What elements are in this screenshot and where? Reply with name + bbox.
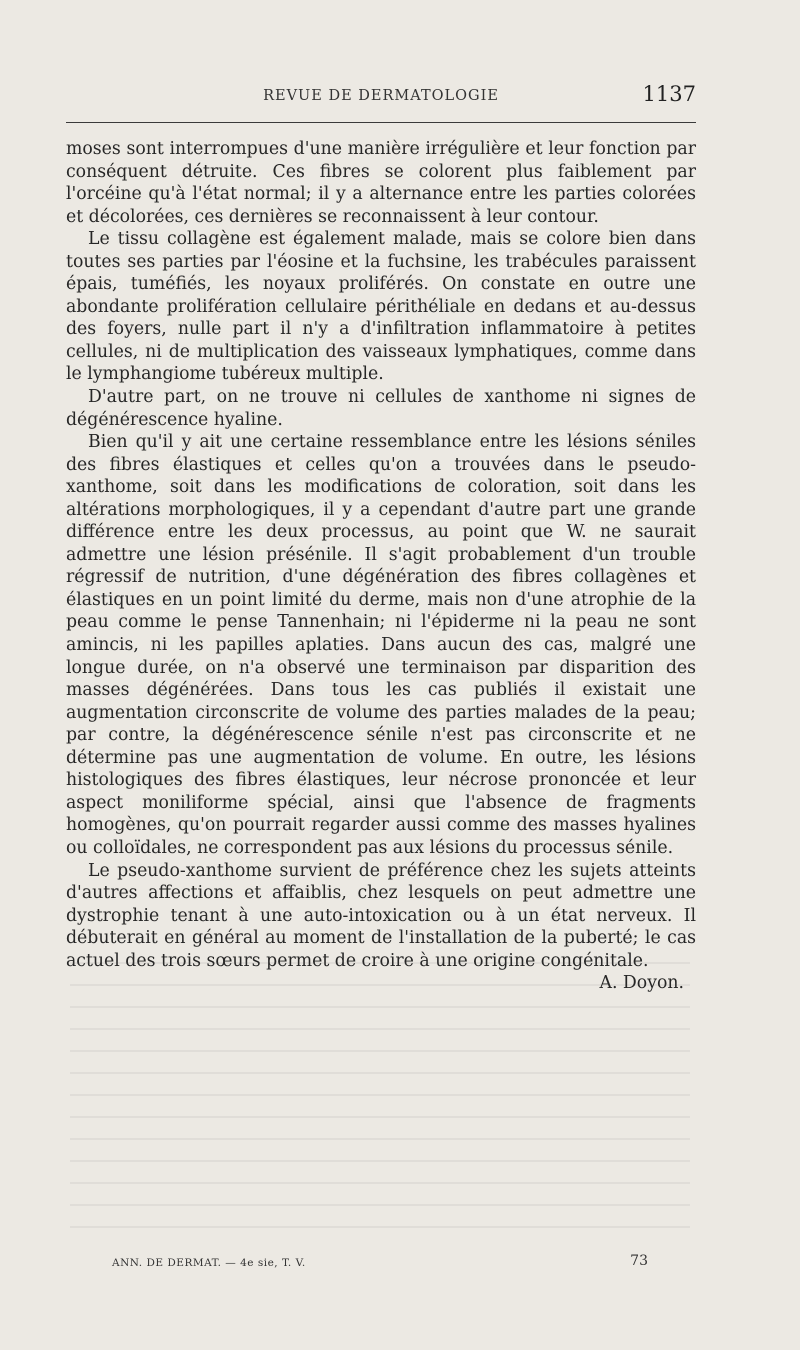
page-number: 1137 <box>642 82 696 106</box>
running-header <box>66 82 696 112</box>
article-body <box>66 138 696 995</box>
bleed-through-texture <box>70 950 690 1230</box>
signature-number: 73 <box>630 1253 648 1269</box>
header-rule <box>66 122 696 123</box>
paragraph: Bien qu'il y ait une certaine ressemblance entre les lésions séniles des fibres élastiques et celles qu'on a trouvées dans le pseudo-xanthome, soit dans les modifications de coloration, soit dans les altérations morphologiques, il y a cependant d'autre part une grande différence entre les deux processus, au point que W. ne saurait admettre une lésion présénile. Il s'agit probablement d'un trouble régressif de nutrition, d'une dégénération des fibres collagènes et élastiques en un point limité du derme, mais non d'une atrophie de la peau comme le pense Tannenhain; ni l'épiderme ni la peau ne sont amincis, ni les papilles aplaties. Dans aucun des cas, malgré une longue durée, on n'a observé une terminaison par disparition des masses dégénérées. Dans tous les cas publiés il existait une augmentation circonscrite de volume des parties malades de la peau; par contre, la dégénérescence sénile n'est pas circonscrite et ne détermine pas une augmentation de volume. En outre, les lésions histologiques des fibres élastiques, leur nécrose prononcée et leur aspect moniliforme spécial, ainsi que l'absence de fragments homogènes, qu'on pourrait regarder aussi comme des masses hyalines ou colloïdales, ne correspondent pas aux lésions du processus sénile. <box>66 432 696 858</box>
footer-citation: ANN. DE DERMAT. — 4e sie, T. V. <box>112 1257 306 1269</box>
paragraph: Le tissu collagène est également malade, mais se colore bien dans toutes ses parties par l'éosine et la fuchsine, les trabécules paraissent épais, tuméfiés, les noyaux proliférés. On constate en outre une abondante prolifération cellulaire périthéliale en dedans et au-dessus des foyers, nulle part il n'y a d'infiltration inflammatoire à petites cellules, ni de multiplication des vaisseaux lymphatiques, comme dans le lymphangiome tubéreux multiple. <box>66 229 696 385</box>
paragraph: D'autre part, on ne trouve ni cellules de xanthome ni signes de dégénérescence hyaline. <box>66 387 696 430</box>
paragraph: moses sont interrompues d'une manière irrégulière et leur fonction par conséquent détruite. Ces fibres se colorent plus faiblement par l'orcéine qu'à l'état normal; il y a alternance entre les parties colorées et décolorées, ces dernières se reconnaissent à leur contour. <box>66 139 696 227</box>
journal-title: REVUE DE DERMATOLOGIE <box>263 88 499 104</box>
page-footer <box>112 1255 648 1275</box>
paragraph: Le pseudo-xanthome survient de préférence chez les sujets atteints d'autres affections et affaiblis, chez lesquels on peut admettre une dystrophie tenant à une auto-intoxication ou à un état nerveux. Il débuterait en général au moment de l'installation de la puberté; le cas actuel des trois sœurs permet de croire à une origine congénitale. <box>66 860 696 971</box>
author-signature: A. Doyon. <box>599 973 684 994</box>
